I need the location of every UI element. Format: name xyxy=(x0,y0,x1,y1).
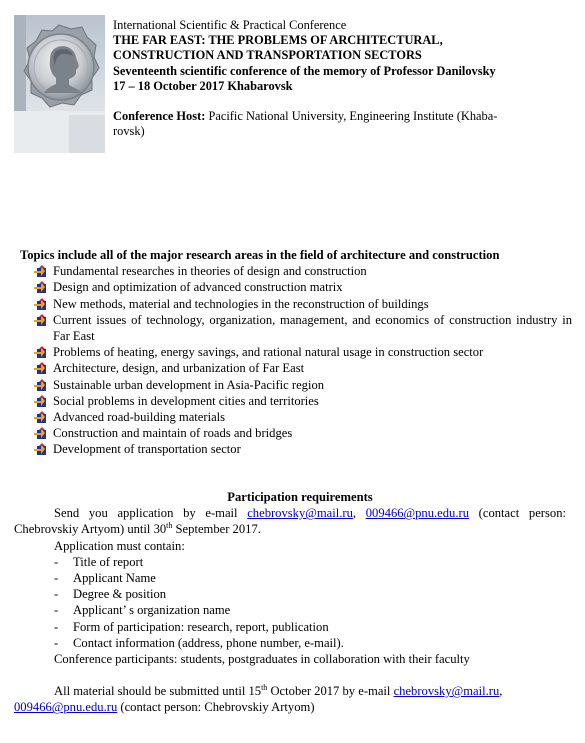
comma-2: , xyxy=(499,684,503,699)
dash-marker: - xyxy=(54,635,59,650)
dash-marker: - xyxy=(54,571,59,586)
topic-text: Fundamental researches in theories of design and construction xyxy=(53,264,367,279)
conference-participants: Conference participants: students, postgraduates in collaboration with their faculty xyxy=(54,652,470,667)
topic-item xyxy=(20,312,572,344)
requirements-list xyxy=(14,554,566,651)
topic-item xyxy=(20,425,572,441)
bullet-icon xyxy=(34,411,49,424)
spacer xyxy=(14,667,566,683)
topics-title: Topics include all of the major research areas in the field of architecture and construction xyxy=(20,248,500,262)
submit-text-b: October 2017 by e-mail xyxy=(267,684,394,699)
topic-text: Advanced road-building materials xyxy=(53,410,226,425)
bullet-icon xyxy=(34,265,49,278)
dash-marker: - xyxy=(54,603,59,618)
conference-logo-image xyxy=(14,15,105,153)
bullet-icon xyxy=(34,314,49,327)
submission-deadline xyxy=(14,683,566,715)
bullet-icon xyxy=(34,346,49,359)
requirement-item xyxy=(14,570,566,586)
requirement-text: Contact information (address, phone number, e-mail). xyxy=(73,635,344,650)
requirement-item xyxy=(14,586,566,602)
requirement-text: Title of report xyxy=(73,554,144,569)
email-link-pnu[interactable]: 009466@pnu.edu.ru xyxy=(365,506,469,521)
topic-text: Design and optimization of advanced construction matrix xyxy=(53,280,343,295)
topic-item xyxy=(20,409,572,425)
requirement-text: Form of participation: research, report, publication xyxy=(73,619,329,634)
requirement-text: Degree & position xyxy=(73,587,167,602)
requirement-text: Applicant Name xyxy=(73,571,156,586)
topic-text: Development of transportation sector xyxy=(53,442,241,457)
conference-host xyxy=(113,109,573,139)
topic-item xyxy=(20,377,572,393)
topic-item xyxy=(20,296,572,312)
requirement-item xyxy=(14,635,566,651)
dash-marker: - xyxy=(54,554,59,569)
host-text-continued: rovsk) xyxy=(113,124,145,139)
topic-text: Sustainable urban development in Asia-Pacific region xyxy=(53,377,325,392)
bullet-icon xyxy=(34,427,49,440)
header-title-line-2: CONSTRUCTION AND TRANSPORTATION SECTORS xyxy=(113,48,422,63)
host-label: Conference Host: xyxy=(113,109,206,124)
submit-text-a: All material should be submitted until 15 xyxy=(54,684,262,699)
dash-marker: - xyxy=(54,619,59,634)
submit-text-c: (contact person: Chebrovskiy Artyom) xyxy=(117,700,315,715)
bullet-icon xyxy=(34,395,49,408)
topic-item xyxy=(20,263,572,279)
topics-list xyxy=(20,263,572,457)
requirement-item xyxy=(14,602,566,618)
topic-text: Architecture, design, and urbanization of Far East xyxy=(53,361,305,376)
email-link-pnu-2[interactable]: 009466@pnu.edu.ru xyxy=(14,700,118,715)
email-link-mail-2[interactable]: chebrovsky@mail.ru xyxy=(393,684,500,699)
topic-text: Social problems in development cities and territories xyxy=(53,393,319,408)
header-line-1: International Scientific & Practical Conference xyxy=(113,18,347,32)
bullet-icon xyxy=(34,362,49,375)
superscript-th-2: th xyxy=(261,683,268,693)
header-title-line-1: THE FAR EAST: THE PROBLEMS OF ARCHITECTURAL, xyxy=(113,33,443,48)
application-instructions xyxy=(14,505,566,537)
topic-text: New methods, material and technologies in the reconstruction of buildings xyxy=(53,296,429,311)
host-text: Pacific National University, Engineering Institute (Khaba- xyxy=(205,109,498,124)
send-text-a: Send you application by e-mail xyxy=(54,506,248,521)
bullet-icon xyxy=(34,379,49,392)
topic-item xyxy=(20,344,572,360)
superscript-th: th xyxy=(166,521,173,531)
topic-item xyxy=(20,441,572,457)
requirements-section xyxy=(14,489,566,716)
application-must-contain: Application must contain: xyxy=(54,538,185,553)
email-link-mail[interactable]: chebrovsky@mail.ru xyxy=(247,506,353,521)
topic-item xyxy=(20,393,572,409)
dash-marker: - xyxy=(54,587,59,602)
send-text-b: (contact person: Chebrovskiy Artyom) until 30 xyxy=(14,506,566,537)
bullet-icon xyxy=(34,298,49,311)
requirement-item xyxy=(14,554,566,570)
header-dates: 17 – 18 October 2017 Khabarovsk xyxy=(113,78,293,93)
send-text-c: September 2017. xyxy=(172,522,261,537)
topic-text: Current issues of technology, organization, management, and economics of construction industry in Far East xyxy=(53,312,572,344)
bullet-icon xyxy=(34,443,49,456)
topic-item xyxy=(20,360,572,376)
logo-portrait-icon xyxy=(14,15,105,153)
topic-text: Construction and maintain of roads and bridges xyxy=(53,426,293,441)
requirement-text: Applicant’ s organization name xyxy=(73,603,231,618)
requirements-title: Participation requirements xyxy=(227,490,373,504)
topic-text: Problems of heating, energy savings, and rational natural usage in construction sector xyxy=(53,345,484,360)
topic-item xyxy=(20,279,572,295)
header-subtitle: Seventeenth scientific conference of the memory of Professor Danilovsky xyxy=(113,63,496,78)
comma: , xyxy=(352,506,366,521)
requirement-item xyxy=(14,619,566,635)
bullet-icon xyxy=(34,281,49,294)
topics-section xyxy=(20,247,572,458)
conference-header xyxy=(113,18,573,139)
